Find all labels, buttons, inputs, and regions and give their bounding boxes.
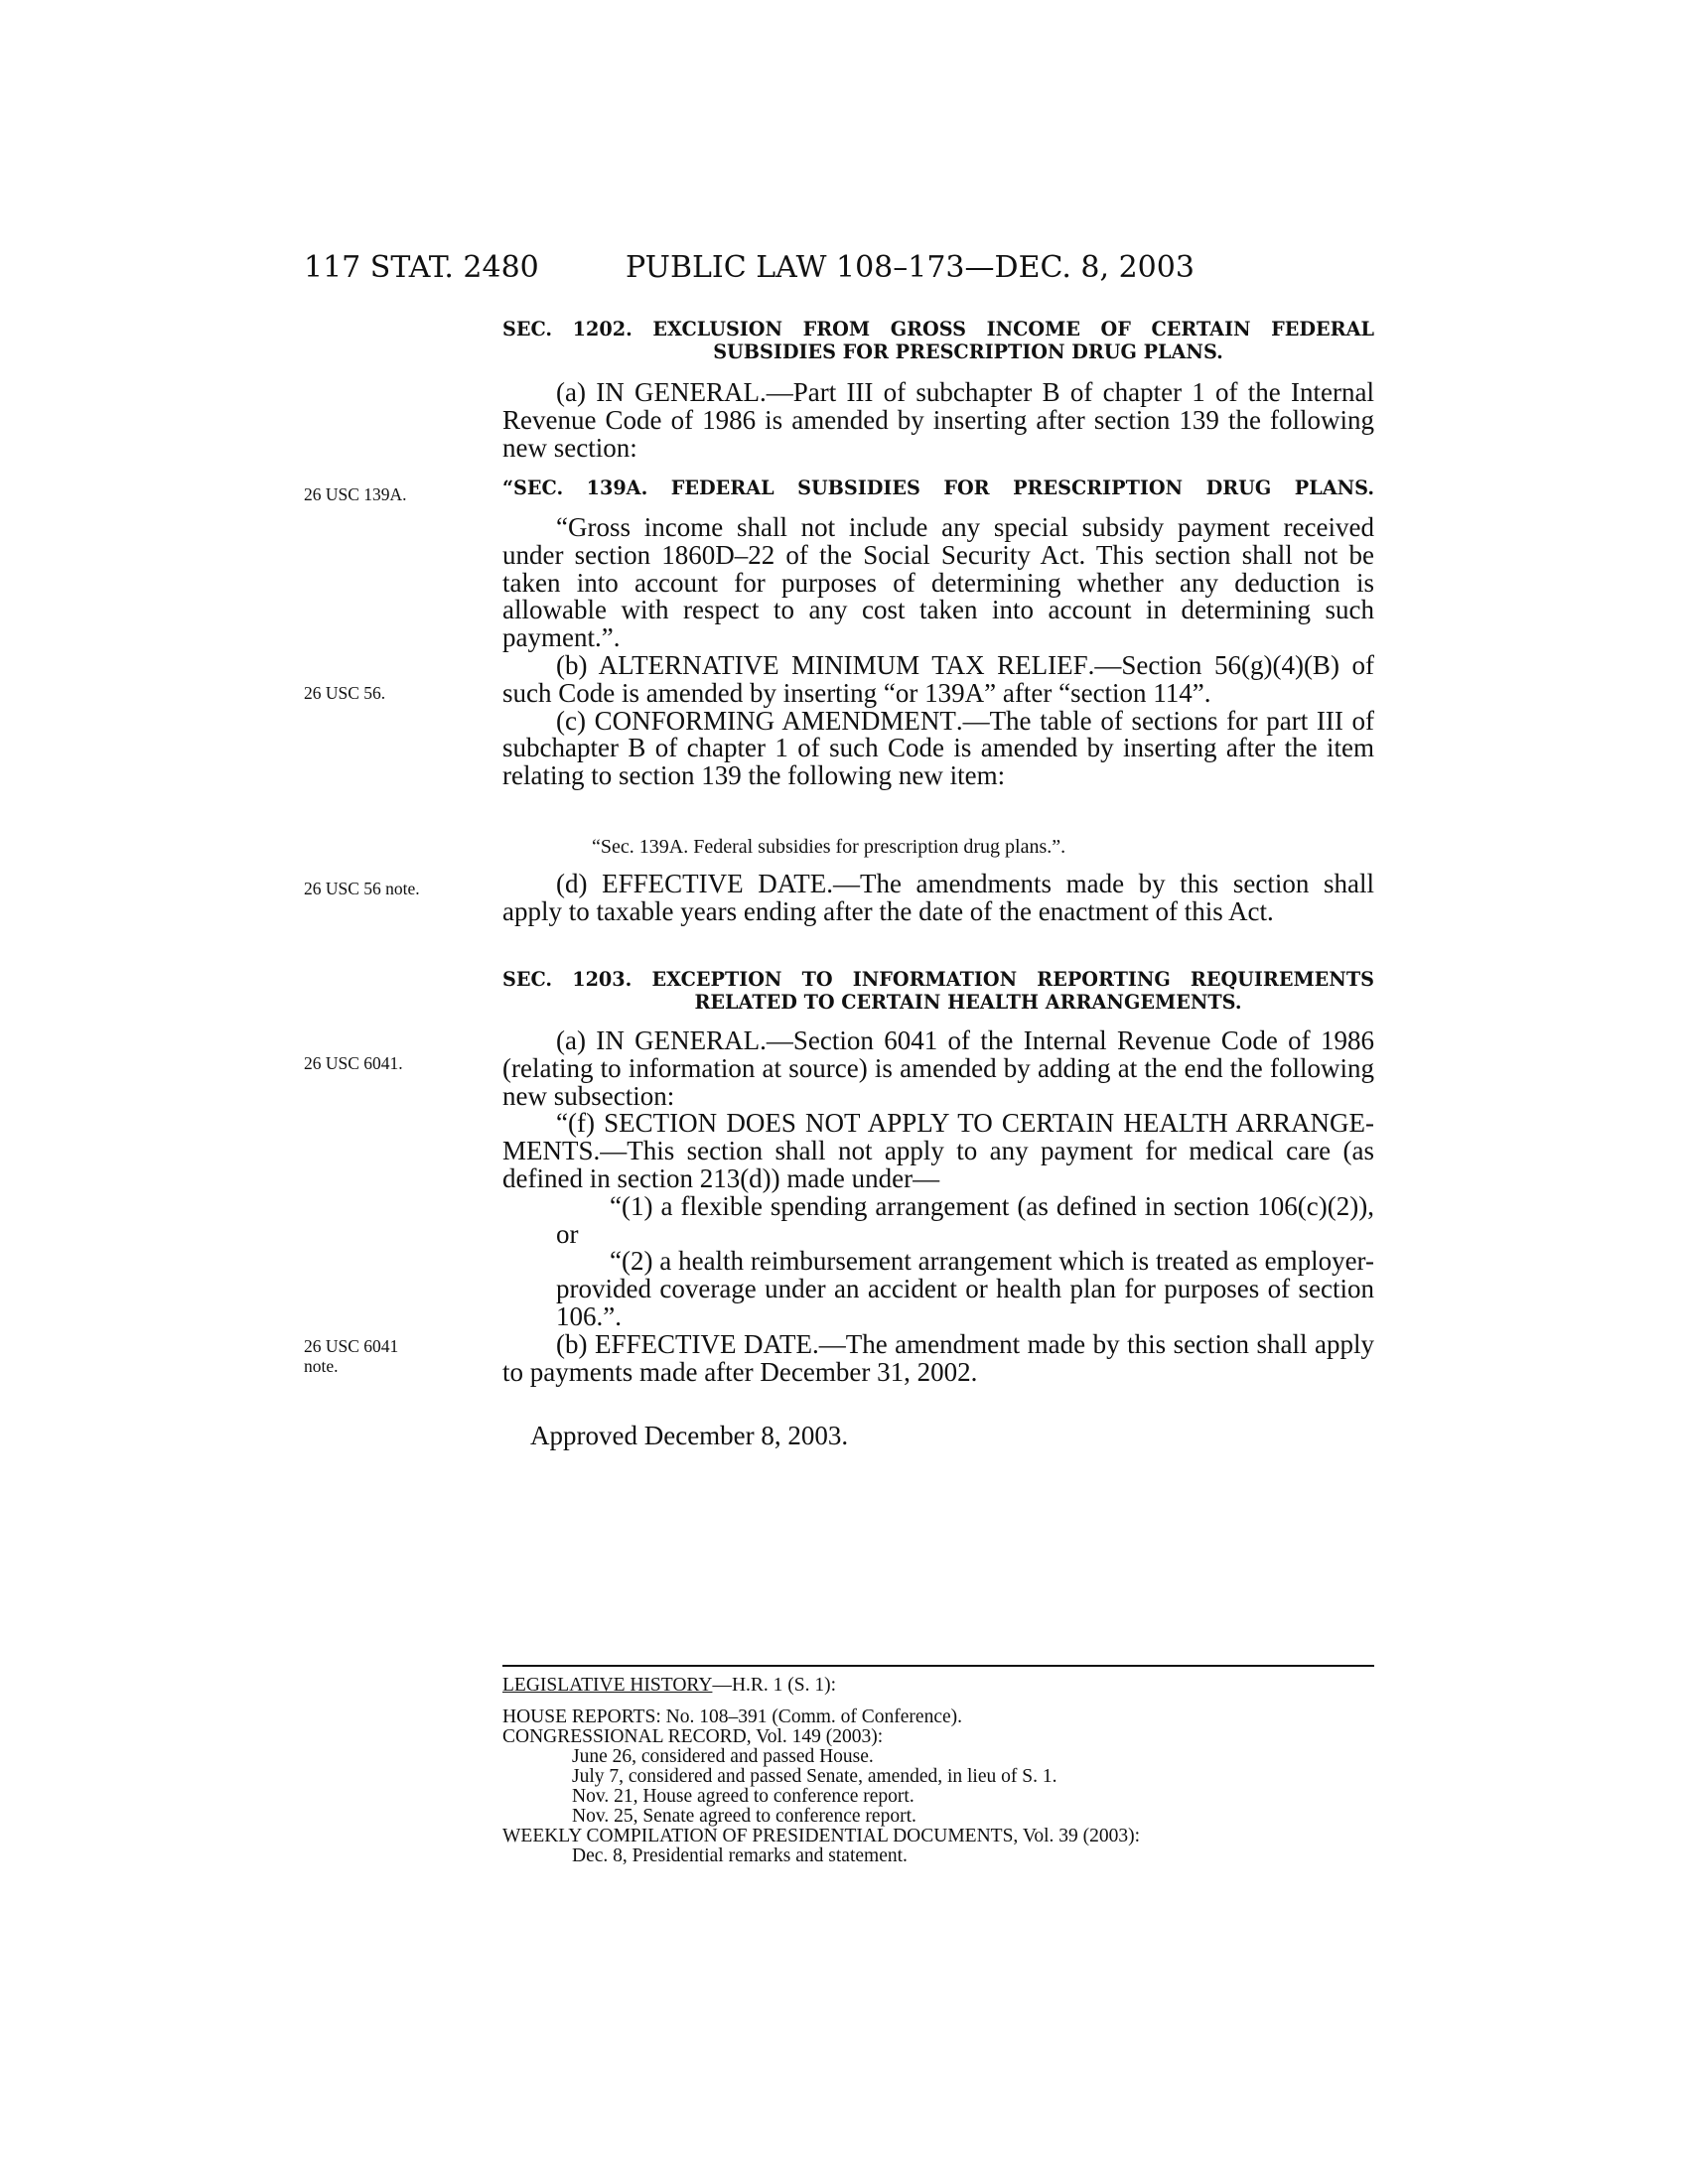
margin-note: 26 USC 56.: [304, 683, 386, 703]
paragraph: (d) EFFECTIVE DATE.—The amendments made by this section shall apply to taxable years ending after the date of the enactment of this Act.: [502, 869, 1374, 926]
footnote-divider: [502, 1665, 1374, 1667]
new-section-139a: [502, 477, 1374, 499]
section-heading-line: “SEC. 139A. FEDERAL SUBSIDIES FOR PRESCRIPTION DRUG PLANS.: [502, 477, 1374, 499]
house-reports: HOUSE REPORTS: No. 108–391 (Comm. of Conference).: [502, 1706, 963, 1727]
margin-note: 26 USC 6041: [304, 1336, 399, 1356]
paragraph: (b) EFFECTIVE DATE.—The amendment made by this section shall apply to payments made after December 31, 2002.: [502, 1328, 1375, 1387]
section-heading: [502, 318, 1374, 363]
margin-note: 26 USC 6041.: [304, 1053, 403, 1073]
section-1202-body: [502, 514, 1374, 790]
paragraph: (a) IN GENERAL.—Section 6041 of the Internal Revenue Code of 1986 (relating to information at source) is amended by adding at the end the following new subsection:: [502, 1025, 1374, 1111]
section-heading-line: SEC. 1202. EXCLUSION FROM GROSS INCOME OF CERTAIN FEDERAL: [502, 318, 1374, 341]
paragraph: (b) ALTERNATIVE MINIMUM TAX RELIEF.—Section 56(g)(4)(B) of such Code is amended by inserting “or 139A” after “section 114”.: [502, 649, 1375, 708]
subsection-d: [502, 871, 1374, 926]
legislative-history-title: LEGISLATIVE HISTORY—H.R. 1 (S. 1):: [502, 1675, 837, 1696]
history-item: June 26, considered and passed House.: [572, 1746, 874, 1767]
history-item: Nov. 21, House agreed to conference report.: [572, 1786, 914, 1807]
paragraph: “(2) a health reimbursement arrangement which is treated as employer-provided coverage under an accident or health plan for purposes of section 106.”.: [556, 1246, 1374, 1331]
section-1203: [502, 968, 1374, 1014]
table-of-sections-item: “Sec. 139A. Federal subsidies for prescription drug plans.”.: [592, 836, 1066, 858]
weekly-compilation: WEEKLY COMPILATION OF PRESIDENTIAL DOCUMENTS, Vol. 39 (2003):: [502, 1826, 1141, 1846]
paragraph: “(1) a flexible spending arrangement (as defined in section 106(c)(2)), or: [556, 1190, 1374, 1249]
paragraph: (a) IN GENERAL.—Part III of subchapter B of chapter 1 of the Internal Revenue Code of 1986 is amended by inserting after section 139 the following new section:: [502, 377, 1374, 463]
section-heading-line: SUBSIDIES FOR PRESCRIPTION DRUG PLANS.: [713, 341, 1223, 363]
section-1203-body: [502, 1027, 1374, 1386]
history-item: Dec. 8, Presidential remarks and statement.: [572, 1845, 908, 1866]
section-heading: [502, 477, 1374, 499]
history-item: Nov. 25, Senate agreed to conference report.: [572, 1806, 916, 1827]
margin-note: 26 USC 139A.: [304, 484, 407, 504]
margin-note: note.: [304, 1356, 339, 1376]
section-1202: [502, 318, 1374, 363]
running-title: PUBLIC LAW 108–173—DEC. 8, 2003: [626, 250, 1195, 285]
margin-note: 26 USC 56 note.: [304, 879, 420, 898]
section-heading-line: SEC. 1203. EXCEPTION TO INFORMATION REPORTING REQUIREMENTS: [502, 968, 1374, 991]
paragraph: (c) CONFORMING AMENDMENT.—The table of sections for part III of subchapter B of chapter 1 of such Code is amended by inserting after the item relating to section 139 the following new item:: [502, 705, 1374, 791]
paragraph: “Gross income shall not include any special subsidy payment received under section 1860D–22 of the Social Security Act. This section shall not be taken into account for purposes of determining whether any deduction is allowable with respect to any cost taken into account in determining such payment.”.: [502, 512, 1374, 653]
section-heading-line: RELATED TO CERTAIN HEALTH ARRANGEMENTS.: [694, 991, 1242, 1014]
stat-page-number: 117 STAT. 2480: [304, 250, 539, 285]
section-heading: [502, 968, 1374, 1014]
paragraph: “(f) SECTION DOES NOT APPLY TO CERTAIN HEALTH ARRANGE-MENTS.—This section shall not apply to any payment for medical care (as defined in section 213(d)) made under—: [502, 1108, 1374, 1193]
congressional-record: CONGRESSIONAL RECORD, Vol. 149 (2003):: [502, 1726, 884, 1747]
subsection-a: [502, 379, 1374, 462]
approval-date: Approved December 8, 2003.: [530, 1421, 849, 1450]
history-item: July 7, considered and passed Senate, amended, in lieu of S. 1.: [572, 1766, 1057, 1787]
